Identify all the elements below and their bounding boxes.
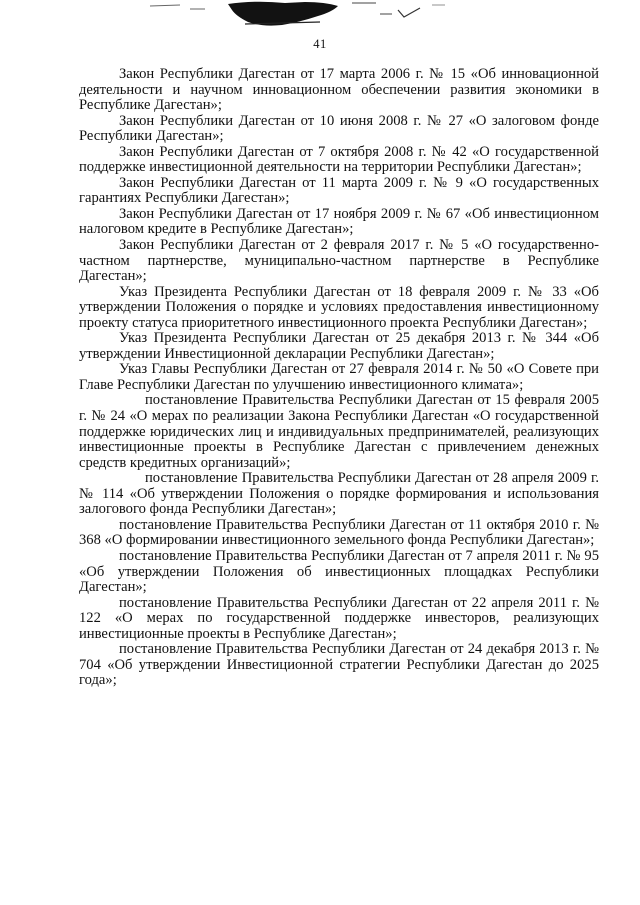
list-item: постановление Правительства Республики Дагестан от 11 октября 2010 г. № 368 «О формировании инвестиционного земельного фонда Республики Дагестан»; <box>79 516 599 549</box>
list-item: постановление Правительства Республики Дагестан от 22 апреля 2011 г. № 122 «О мерах по государственной поддержке инвесторов, реализующих инвестиционные проекты в Республике Дагестан»; <box>79 594 599 642</box>
list-item: Закон Республики Дагестан от 2 февраля 2017 г. № 5 «О государственно-частном партнерстве, муниципально-частном партнерстве в Республике Дагестан»; <box>79 237 599 285</box>
list-item: Указ Президента Республики Дагестан от 18 февраля 2009 г. № 33 «Об утверждении Положения о порядке и условиях предоставления инвестиционному проекту статуса приоритетного инвестиционного проекта Республики Дагестан»; <box>79 283 599 331</box>
page-number: 41 <box>313 37 327 51</box>
list-item: Закон Республики Дагестан от 17 марта 2006 г. № 15 «Об инновационной деятельности и научном инновационном обеспечении развития экономики в Республике Дагестан»; <box>79 66 599 114</box>
list-item: Закон Республики Дагестан от 17 ноября 2009 г. № 67 «Об инвестиционном налоговом кредите в Республике Дагестан»; <box>79 205 599 238</box>
list-item: Указ Главы Республики Дагестан от 27 февраля 2014 г. № 50 «О Совете при Главе Республики Дагестан по улучшению инвестиционного климата»; <box>79 361 599 393</box>
list-item: постановление Правительства Республики Дагестан от 28 апреля 2009 г. № 114 «Об утверждении Положения о порядке формирования и использования залогового фонда Республики Дагестан»; <box>79 470 599 518</box>
list-item: постановление Правительства Республики Дагестан от 24 декабря 2013 г. № 704 «Об утверждении Инвестиционной стратегии Республики Дагестан до 2025 года»; <box>79 641 599 689</box>
list-item: Закон Республики Дагестан от 7 октября 2008 г. № 42 «О государственной поддержке инвестиционной деятельности на территории Республики Дагестан»; <box>79 143 599 176</box>
list-item: постановление Правительства Республики Дагестан от 15 февраля 2005 г. № 24 «О мерах по реализации Закона Республики Дагестан «О государственной поддержке юридических лиц и индивидуальных предпринимателей, реализующих инвестиционные проекты в Республике Дагестан с привлечением денежных средств кредитных организаций»; <box>79 392 599 471</box>
list-item: Указ Президента Республики Дагестан от 25 декабря 2013 г. № 344 «Об утверждении Инвестиционной декларации Республики Дагестан»; <box>79 330 599 362</box>
document-body <box>79 67 599 689</box>
list-item: постановление Правительства Республики Дагестан от 7 апреля 2011 г. № 95 «Об утверждении Положения об инвестиционных площадках Республики Дагестан»; <box>79 547 599 596</box>
list-item: Закон Республики Дагестан от 10 июня 2008 г. № 27 «О залоговом фонде Республики Дагестан»; <box>79 112 599 145</box>
list-item: Закон Республики Дагестан от 11 марта 2009 г. № 9 «О государственных гарантиях Республики Дагестан»; <box>79 174 599 207</box>
scan-artifact-mark <box>0 0 640 40</box>
